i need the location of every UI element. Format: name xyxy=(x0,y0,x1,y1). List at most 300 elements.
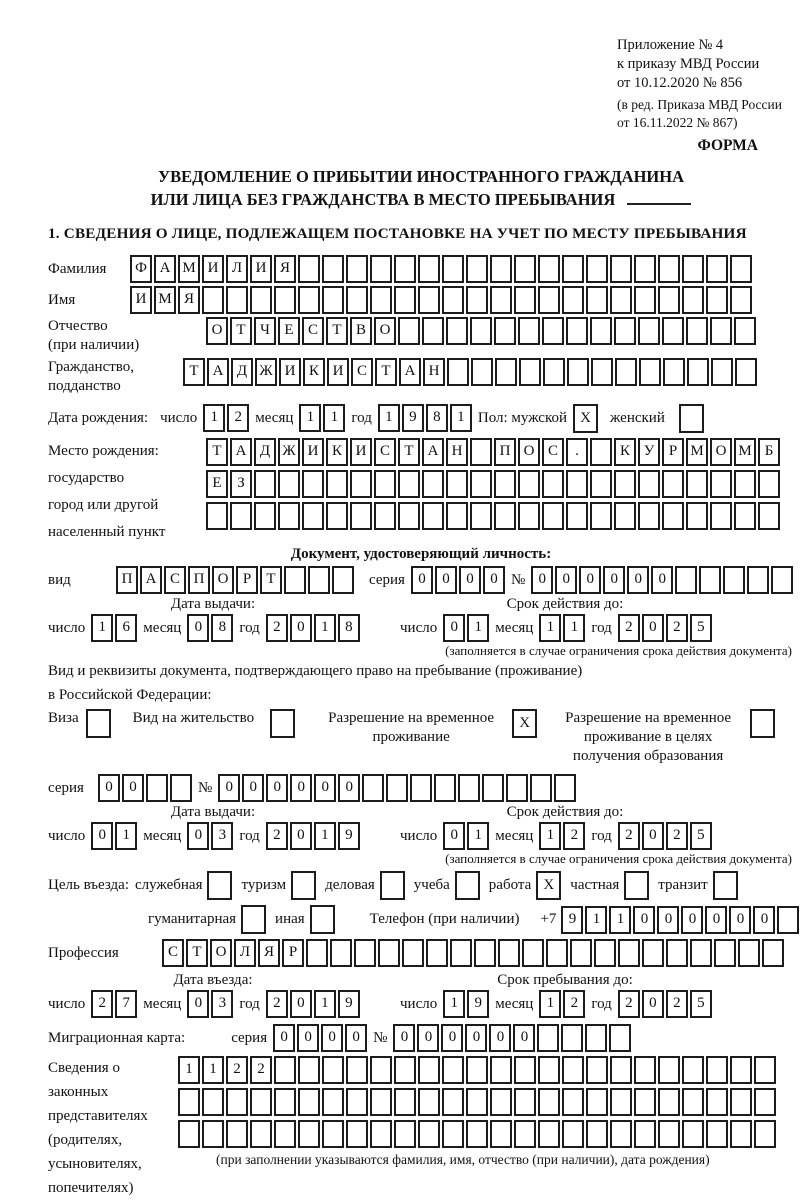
char-box[interactable] xyxy=(398,502,420,530)
char-box[interactable] xyxy=(346,1088,368,1116)
char-box[interactable]: Р xyxy=(282,939,304,967)
char-box[interactable]: 0 xyxy=(411,566,433,594)
char-box[interactable]: Т xyxy=(230,317,252,345)
char-box[interactable] xyxy=(586,255,608,283)
char-box[interactable] xyxy=(354,939,376,967)
char-box[interactable] xyxy=(370,1088,392,1116)
char-box[interactable]: Л xyxy=(234,939,256,967)
char-box[interactable] xyxy=(542,470,564,498)
char-box[interactable] xyxy=(543,358,565,386)
char-box[interactable]: 0 xyxy=(443,822,465,850)
char-box[interactable]: 1 xyxy=(378,404,400,432)
char-box[interactable]: 0 xyxy=(122,774,144,802)
char-box[interactable]: 2 xyxy=(266,614,288,642)
char-box[interactable] xyxy=(699,566,721,594)
char-box[interactable]: 7 xyxy=(115,990,137,1018)
char-box[interactable] xyxy=(734,502,756,530)
char-box[interactable]: 0 xyxy=(242,774,264,802)
char-box[interactable] xyxy=(634,1088,656,1116)
char-box[interactable] xyxy=(614,470,636,498)
purpose-option-checkbox[interactable] xyxy=(207,871,232,900)
char-box[interactable]: 2 xyxy=(618,990,640,1018)
char-box[interactable]: 6 xyxy=(115,614,137,642)
char-box[interactable] xyxy=(570,939,592,967)
char-box[interactable]: 8 xyxy=(426,404,448,432)
char-box[interactable] xyxy=(585,1024,607,1052)
char-box[interactable]: 0 xyxy=(465,1024,487,1052)
char-box[interactable] xyxy=(495,358,517,386)
char-box[interactable]: 1 xyxy=(539,822,561,850)
char-box[interactable]: А xyxy=(422,438,444,466)
char-box[interactable]: 1 xyxy=(585,906,607,934)
char-box[interactable] xyxy=(566,502,588,530)
char-box[interactable] xyxy=(591,358,613,386)
char-box[interactable] xyxy=(687,358,709,386)
char-box[interactable] xyxy=(447,358,469,386)
char-box[interactable] xyxy=(422,317,444,345)
char-box[interactable] xyxy=(723,566,745,594)
char-box[interactable]: 0 xyxy=(338,774,360,802)
char-box[interactable]: Ж xyxy=(278,438,300,466)
char-box[interactable]: 2 xyxy=(666,614,688,642)
char-box[interactable] xyxy=(538,1056,560,1084)
char-box[interactable] xyxy=(538,1088,560,1116)
char-box[interactable] xyxy=(494,502,516,530)
char-box[interactable] xyxy=(710,470,732,498)
char-box[interactable]: 1 xyxy=(115,822,137,850)
char-box[interactable] xyxy=(374,502,396,530)
char-box[interactable]: Т xyxy=(183,358,205,386)
char-box[interactable]: 0 xyxy=(187,990,209,1018)
char-box[interactable]: Т xyxy=(326,317,348,345)
char-box[interactable] xyxy=(730,1120,752,1148)
char-box[interactable]: Ж xyxy=(255,358,277,386)
char-box[interactable]: О xyxy=(210,939,232,967)
char-box[interactable] xyxy=(306,939,328,967)
char-box[interactable]: О xyxy=(518,438,540,466)
char-box[interactable]: З xyxy=(230,470,252,498)
char-box[interactable] xyxy=(178,1088,200,1116)
char-box[interactable]: 0 xyxy=(345,1024,367,1052)
char-box[interactable]: 1 xyxy=(314,614,336,642)
char-box[interactable]: 1 xyxy=(609,906,631,934)
char-box[interactable]: 0 xyxy=(441,1024,463,1052)
char-box[interactable]: Д xyxy=(231,358,253,386)
char-box[interactable] xyxy=(298,255,320,283)
char-box[interactable] xyxy=(711,358,733,386)
char-box[interactable]: 1 xyxy=(539,614,561,642)
char-box[interactable] xyxy=(346,1120,368,1148)
char-box[interactable]: И xyxy=(327,358,349,386)
char-box[interactable] xyxy=(298,1088,320,1116)
char-box[interactable]: Я xyxy=(178,286,200,314)
char-box[interactable] xyxy=(490,1120,512,1148)
char-box[interactable] xyxy=(762,939,784,967)
char-box[interactable]: 0 xyxy=(579,566,601,594)
char-box[interactable]: 2 xyxy=(227,404,249,432)
char-box[interactable]: 1 xyxy=(323,404,345,432)
char-box[interactable]: 0 xyxy=(393,1024,415,1052)
char-box[interactable] xyxy=(470,317,492,345)
char-box[interactable]: 0 xyxy=(459,566,481,594)
char-box[interactable] xyxy=(446,317,468,345)
char-box[interactable]: 1 xyxy=(178,1056,200,1084)
char-box[interactable]: 0 xyxy=(753,906,775,934)
char-box[interactable] xyxy=(226,1088,248,1116)
char-box[interactable] xyxy=(466,1088,488,1116)
char-box[interactable]: 1 xyxy=(539,990,561,1018)
char-box[interactable] xyxy=(662,470,684,498)
char-box[interactable] xyxy=(777,906,799,934)
char-box[interactable] xyxy=(706,1088,728,1116)
char-box[interactable] xyxy=(562,255,584,283)
char-box[interactable] xyxy=(682,286,704,314)
char-box[interactable] xyxy=(278,470,300,498)
char-box[interactable]: 2 xyxy=(266,990,288,1018)
char-box[interactable] xyxy=(706,255,728,283)
char-box[interactable] xyxy=(386,774,408,802)
char-box[interactable]: 0 xyxy=(555,566,577,594)
char-box[interactable] xyxy=(590,317,612,345)
char-box[interactable] xyxy=(466,1056,488,1084)
char-box[interactable]: Л xyxy=(226,255,248,283)
purpose-option-checkbox[interactable] xyxy=(455,871,480,900)
char-box[interactable] xyxy=(170,774,192,802)
char-box[interactable] xyxy=(470,438,492,466)
char-box[interactable] xyxy=(250,1120,272,1148)
char-box[interactable]: Н xyxy=(446,438,468,466)
char-box[interactable]: С xyxy=(162,939,184,967)
char-box[interactable] xyxy=(586,286,608,314)
char-box[interactable] xyxy=(586,1088,608,1116)
char-box[interactable] xyxy=(442,255,464,283)
char-box[interactable]: 0 xyxy=(657,906,679,934)
char-box[interactable]: С xyxy=(374,438,396,466)
char-box[interactable]: 8 xyxy=(338,614,360,642)
temp-residence-education-checkbox[interactable] xyxy=(750,709,775,738)
char-box[interactable]: И xyxy=(350,438,372,466)
char-box[interactable] xyxy=(422,470,444,498)
char-box[interactable] xyxy=(422,502,444,530)
char-box[interactable] xyxy=(706,1056,728,1084)
char-box[interactable] xyxy=(634,286,656,314)
char-box[interactable] xyxy=(518,470,540,498)
char-box[interactable] xyxy=(498,939,520,967)
char-box[interactable] xyxy=(418,286,440,314)
char-box[interactable] xyxy=(658,1088,680,1116)
char-box[interactable]: М xyxy=(686,438,708,466)
char-box[interactable] xyxy=(734,470,756,498)
char-box[interactable] xyxy=(394,255,416,283)
char-box[interactable] xyxy=(298,1056,320,1084)
char-box[interactable] xyxy=(735,358,757,386)
char-box[interactable]: Ф xyxy=(130,255,152,283)
char-box[interactable]: 3 xyxy=(211,822,233,850)
purpose-option-checkbox[interactable] xyxy=(713,871,738,900)
char-box[interactable] xyxy=(658,286,680,314)
char-box[interactable] xyxy=(298,1120,320,1148)
char-box[interactable] xyxy=(202,286,224,314)
char-box[interactable]: 1 xyxy=(450,404,472,432)
char-box[interactable] xyxy=(586,1056,608,1084)
char-box[interactable] xyxy=(638,470,660,498)
char-box[interactable]: 0 xyxy=(98,774,120,802)
char-box[interactable] xyxy=(562,1120,584,1148)
sex-female-checkbox[interactable] xyxy=(679,404,704,433)
char-box[interactable] xyxy=(350,470,372,498)
char-box[interactable] xyxy=(586,1120,608,1148)
char-box[interactable] xyxy=(482,774,504,802)
char-box[interactable]: 1 xyxy=(467,614,489,642)
char-box[interactable]: С xyxy=(351,358,373,386)
char-box[interactable]: 0 xyxy=(603,566,625,594)
purpose-option-checkbox[interactable] xyxy=(624,871,649,900)
char-box[interactable]: Я xyxy=(258,939,280,967)
char-box[interactable] xyxy=(530,774,552,802)
char-box[interactable] xyxy=(642,939,664,967)
char-box[interactable]: 2 xyxy=(91,990,113,1018)
char-box[interactable]: 1 xyxy=(299,404,321,432)
char-box[interactable]: 1 xyxy=(203,404,225,432)
char-box[interactable] xyxy=(302,502,324,530)
char-box[interactable]: Я xyxy=(274,255,296,283)
char-box[interactable] xyxy=(686,317,708,345)
char-box[interactable]: 2 xyxy=(226,1056,248,1084)
char-box[interactable] xyxy=(518,317,540,345)
char-box[interactable] xyxy=(322,255,344,283)
char-box[interactable] xyxy=(682,1056,704,1084)
char-box[interactable] xyxy=(610,1088,632,1116)
char-box[interactable]: К xyxy=(303,358,325,386)
char-box[interactable] xyxy=(330,939,352,967)
purpose-option-checkbox[interactable] xyxy=(241,905,266,934)
char-box[interactable] xyxy=(474,939,496,967)
char-box[interactable] xyxy=(146,774,168,802)
char-box[interactable] xyxy=(442,286,464,314)
char-box[interactable] xyxy=(442,1056,464,1084)
char-box[interactable]: О xyxy=(206,317,228,345)
char-box[interactable]: 1 xyxy=(314,990,336,1018)
char-box[interactable] xyxy=(610,1120,632,1148)
char-box[interactable] xyxy=(758,470,780,498)
char-box[interactable]: 0 xyxy=(443,614,465,642)
char-box[interactable] xyxy=(747,566,769,594)
char-box[interactable] xyxy=(710,502,732,530)
char-box[interactable]: 2 xyxy=(618,614,640,642)
char-box[interactable] xyxy=(614,317,636,345)
char-box[interactable] xyxy=(284,566,306,594)
purpose-option-checkbox[interactable] xyxy=(380,871,405,900)
char-box[interactable]: 0 xyxy=(729,906,751,934)
char-box[interactable]: Ч xyxy=(254,317,276,345)
char-box[interactable] xyxy=(322,1120,344,1148)
char-box[interactable]: 1 xyxy=(91,614,113,642)
char-box[interactable] xyxy=(514,1120,536,1148)
char-box[interactable]: Т xyxy=(186,939,208,967)
char-box[interactable] xyxy=(562,1088,584,1116)
char-box[interactable]: 0 xyxy=(435,566,457,594)
char-box[interactable]: О xyxy=(212,566,234,594)
char-box[interactable]: 9 xyxy=(338,990,360,1018)
char-box[interactable] xyxy=(538,1120,560,1148)
char-box[interactable]: А xyxy=(230,438,252,466)
char-box[interactable] xyxy=(562,1056,584,1084)
char-box[interactable] xyxy=(590,438,612,466)
char-box[interactable] xyxy=(506,774,528,802)
char-box[interactable] xyxy=(754,1120,776,1148)
char-box[interactable]: Е xyxy=(206,470,228,498)
char-box[interactable] xyxy=(519,358,541,386)
char-box[interactable]: И xyxy=(302,438,324,466)
char-box[interactable]: 0 xyxy=(290,614,312,642)
char-box[interactable] xyxy=(618,939,640,967)
char-box[interactable]: С xyxy=(164,566,186,594)
char-box[interactable] xyxy=(734,317,756,345)
char-box[interactable] xyxy=(686,470,708,498)
char-box[interactable] xyxy=(675,566,697,594)
char-box[interactable] xyxy=(332,566,354,594)
char-box[interactable] xyxy=(662,317,684,345)
char-box[interactable]: 8 xyxy=(211,614,233,642)
char-box[interactable]: Б xyxy=(758,438,780,466)
char-box[interactable] xyxy=(446,502,468,530)
char-box[interactable] xyxy=(298,286,320,314)
char-box[interactable] xyxy=(274,286,296,314)
char-box[interactable]: 0 xyxy=(218,774,240,802)
char-box[interactable] xyxy=(615,358,637,386)
char-box[interactable] xyxy=(370,1056,392,1084)
char-box[interactable] xyxy=(546,939,568,967)
char-box[interactable]: С xyxy=(542,438,564,466)
char-box[interactable] xyxy=(274,1120,296,1148)
char-box[interactable]: 1 xyxy=(314,822,336,850)
char-box[interactable] xyxy=(494,317,516,345)
char-box[interactable] xyxy=(682,255,704,283)
char-box[interactable]: К xyxy=(326,438,348,466)
char-box[interactable] xyxy=(690,939,712,967)
char-box[interactable] xyxy=(202,1088,224,1116)
char-box[interactable] xyxy=(594,939,616,967)
char-box[interactable]: 0 xyxy=(642,990,664,1018)
char-box[interactable]: 9 xyxy=(561,906,583,934)
char-box[interactable]: Т xyxy=(398,438,420,466)
char-box[interactable] xyxy=(634,255,656,283)
char-box[interactable] xyxy=(682,1088,704,1116)
char-box[interactable] xyxy=(542,502,564,530)
char-box[interactable] xyxy=(639,358,661,386)
char-box[interactable]: Р xyxy=(236,566,258,594)
char-box[interactable] xyxy=(226,1120,248,1148)
temp-residence-checkbox[interactable]: X xyxy=(512,709,537,738)
char-box[interactable] xyxy=(738,939,760,967)
char-box[interactable] xyxy=(434,774,456,802)
char-box[interactable]: О xyxy=(710,438,732,466)
char-box[interactable] xyxy=(758,502,780,530)
char-box[interactable]: 2 xyxy=(618,822,640,850)
char-box[interactable] xyxy=(490,255,512,283)
char-box[interactable] xyxy=(542,317,564,345)
char-box[interactable] xyxy=(658,1120,680,1148)
char-box[interactable]: . xyxy=(566,438,588,466)
char-box[interactable] xyxy=(350,502,372,530)
char-box[interactable]: 0 xyxy=(633,906,655,934)
char-box[interactable] xyxy=(514,1056,536,1084)
char-box[interactable]: 5 xyxy=(690,822,712,850)
char-box[interactable]: 9 xyxy=(467,990,489,1018)
char-box[interactable] xyxy=(446,470,468,498)
char-box[interactable] xyxy=(418,1088,440,1116)
char-box[interactable]: Т xyxy=(206,438,228,466)
char-box[interactable]: И xyxy=(279,358,301,386)
char-box[interactable]: 0 xyxy=(642,614,664,642)
char-box[interactable] xyxy=(346,255,368,283)
char-box[interactable] xyxy=(394,1120,416,1148)
char-box[interactable] xyxy=(514,1088,536,1116)
char-box[interactable] xyxy=(394,286,416,314)
char-box[interactable]: И xyxy=(202,255,224,283)
char-box[interactable] xyxy=(662,502,684,530)
char-box[interactable] xyxy=(730,1088,752,1116)
char-box[interactable]: 2 xyxy=(266,822,288,850)
char-box[interactable]: К xyxy=(614,438,636,466)
char-box[interactable] xyxy=(537,1024,559,1052)
char-box[interactable]: Н xyxy=(423,358,445,386)
char-box[interactable] xyxy=(250,286,272,314)
sex-male-checkbox[interactable]: X xyxy=(573,404,598,433)
char-box[interactable] xyxy=(398,470,420,498)
char-box[interactable]: С xyxy=(302,317,324,345)
char-box[interactable]: 1 xyxy=(467,822,489,850)
char-box[interactable] xyxy=(362,774,384,802)
char-box[interactable] xyxy=(418,1120,440,1148)
char-box[interactable]: 5 xyxy=(690,990,712,1018)
char-box[interactable] xyxy=(254,502,276,530)
char-box[interactable] xyxy=(394,1088,416,1116)
char-box[interactable] xyxy=(610,255,632,283)
char-box[interactable]: М xyxy=(154,286,176,314)
purpose-option-checkbox[interactable] xyxy=(291,871,316,900)
char-box[interactable] xyxy=(274,1088,296,1116)
char-box[interactable] xyxy=(410,774,432,802)
char-box[interactable]: Т xyxy=(375,358,397,386)
char-box[interactable]: И xyxy=(130,286,152,314)
char-box[interactable] xyxy=(250,1088,272,1116)
char-box[interactable]: А xyxy=(154,255,176,283)
char-box[interactable]: В xyxy=(350,317,372,345)
char-box[interactable] xyxy=(561,1024,583,1052)
char-box[interactable] xyxy=(614,502,636,530)
char-box[interactable] xyxy=(514,255,536,283)
char-box[interactable]: П xyxy=(188,566,210,594)
char-box[interactable] xyxy=(590,470,612,498)
char-box[interactable]: 0 xyxy=(489,1024,511,1052)
char-box[interactable]: 9 xyxy=(338,822,360,850)
char-box[interactable] xyxy=(634,1056,656,1084)
char-box[interactable]: А xyxy=(140,566,162,594)
char-box[interactable] xyxy=(490,1056,512,1084)
char-box[interactable] xyxy=(394,1056,416,1084)
char-box[interactable] xyxy=(326,502,348,530)
char-box[interactable] xyxy=(178,1120,200,1148)
char-box[interactable]: П xyxy=(116,566,138,594)
char-box[interactable]: 0 xyxy=(187,614,209,642)
char-box[interactable] xyxy=(538,286,560,314)
char-box[interactable]: 0 xyxy=(297,1024,319,1052)
char-box[interactable]: 2 xyxy=(563,822,585,850)
char-box[interactable] xyxy=(638,502,660,530)
char-box[interactable] xyxy=(754,1088,776,1116)
char-box[interactable] xyxy=(686,502,708,530)
